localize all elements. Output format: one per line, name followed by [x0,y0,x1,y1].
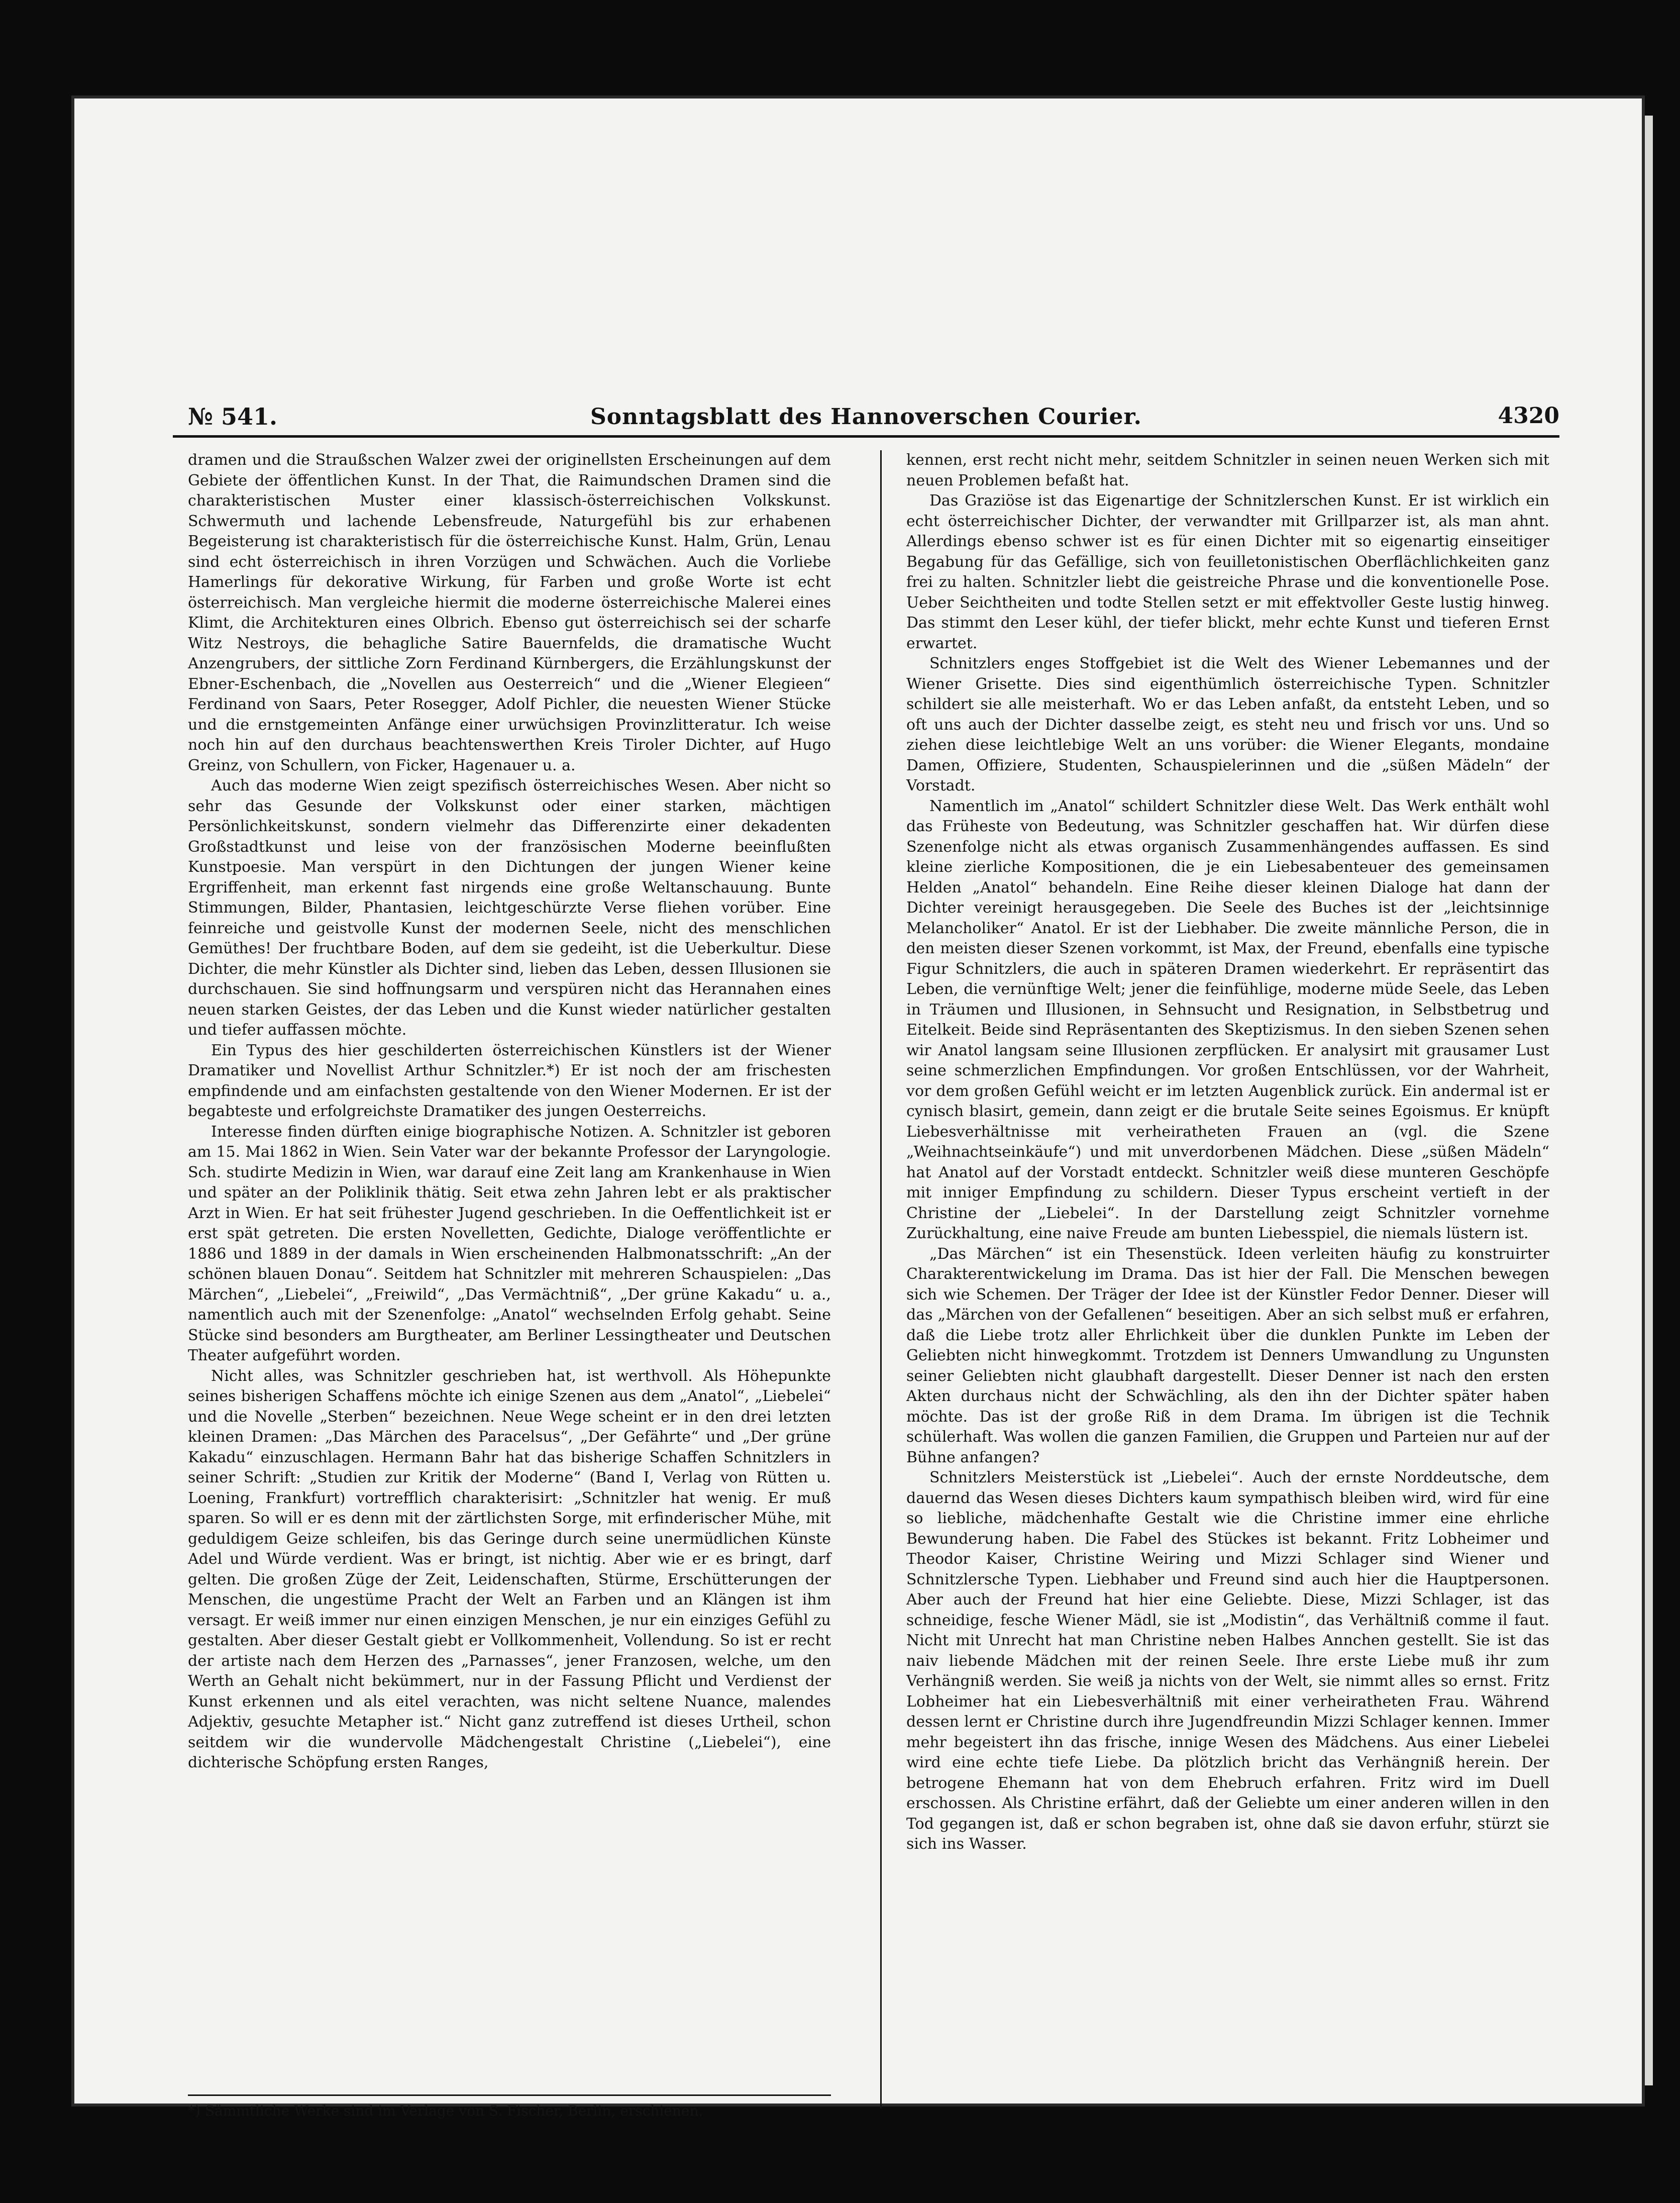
column-divider [880,450,882,2109]
newspaper-sheet [74,98,1642,2119]
paragraph: Auch das moderne Wien zeigt spezifisch österreichisches Wesen. Aber nicht so sehr das Gesunde der Volkskunst oder einer starken, mächtigen Persönlichkeitskunst, sondern vielmehr das Differenzirte einer dekadenten Großstadtkunst und leise von der französischen Moderne beeinflußten Kunstpoesie. Man verspürt in den Dichtungen der jungen Wiener keine Ergriffenheit, man erkennt fast nirgends eine große Weltanschauung. Bunte Stimmungen, Bilder, Phantasien, leichtgeschürzte Verse fliehen vorüber. Eine feinreiche und geistvolle Kunst der modernen Seele, nicht des menschlichen Gemüthes! Der fruchtbare Boden, auf dem sie gedeiht, ist die Ueberkultur. Diese Dichter, die mehr Künstler als Dichter sind, lieben das Leben, dessen Illusionen sie durchschauen. Sie sind hoffnungsarm und verspüren nicht das Herannahen eines neuen starken Geistes, der das Leben und die Kunst wieder natürlicher gestalten und tiefer auffassen möchte. [188,777,831,1039]
newspaper-page [173,400,1559,2144]
paragraph: Schnitzlers Meisterstück ist „Liebelei“. Auch der ernste Norddeutsche, dem dauernd das Wesen dieses Dichters kaum sympathisch bleiben wird, wird für eine so liebliche, mädchenhafte Gestalt wie die Christine immer eine ehrliche Bewunderung haben. Die Fabel des Stückes ist bekannt. Fritz Lobheimer und Theodor Kaiser, Christine Weiring und Mizzi Schlager sind Wiener und Schnitzlersche Typen. Liebhaber und Freund sind auch hier die Hauptpersonen. Aber auch der Freund hat hier eine Geliebte. Diese, Mizzi Schlager, ist das schneidige, fesche Wiener Mädl, sie ist „Modistin“, das Verhältniß comme il faut. Nicht mit Unrecht hat man Christine neben Halbes Annchen gestellt. Sie ist das naiv liebende Mädchen mit der reinen Seele. Ihre erste Liebe muß ihr zum Verhängniß werden. Sie weiß ja nichts von der Welt, sie nimmt alles so ernst. Fritz Lobheimer hat ein Liebesverhältniß mit einer verheiratheten Frau. Während dessen lernt er Christine durch ihre Jugendfreundin Mizzi Schlager kennen. Immer mehr begeistert ihn das frische, innige Wesen des Mädchens. Aus einer Liebelei wird eine echte tiefe Liebe. Da plötzlich bricht das Verhängniß herein. Der betrogene Ehemann hat von dem Ehebruch erfahren. Fritz wird im Duell erschossen. Als Christine erfährt, daß der Geliebte um einer anderen willen in den Tod gegangen ist, daß er schon begraben ist, ohne daß sie davon erfuhr, stürzt sie sich ins Wasser. [906,1469,1549,1853]
left-column [188,450,831,2109]
page-number: 4320 [1498,403,1559,429]
paragraph: Das Graziöse ist das Eigenartige der Schnitzlerschen Kunst. Er ist wirklich ein echt österreichischer Dichter, der verwandter mit Grillparzer ist, als man ahnt. Allerdings ebenso schwer ist es für einen Dichter mit so eigenartig einseitiger Begabung für das Gefällige, sich von feuilletonistischen Oberflächlichkeiten ganz frei zu halten. Schnitzler liebt die geistreiche Phrase und die konventionelle Pose. Ueber Seichtheiten und todte Stellen setzt er mit effektvoller Geste lustig hinweg. Das stimmt den Leser kühl, der tiefer blickt, mehr echte Kunst und tieferen Ernst erwartet. [906,492,1549,652]
paragraph: Interesse finden dürften einige biographische Notizen. A. Schnitzler ist geboren am 15. Mai 1862 in Wien. Sein Vater war der bekannte Professor der Laryngologie. Sch. studirte Medizin in Wien, war darauf eine Zeit lang am Krankenhause in Wien und später an der Poliklinik thätig. Seit etwa zehn Jahren lebt er als praktischer Arzt in Wien. Er hat seit frühester Jugend geschrieben. In die Oeffentlichkeit ist er erst spät getreten. Die ersten Novelletten, Gedichte, Dialoge veröffentlichte er 1886 und 1889 in der damals in Wien erscheinenden Halbmonatsschrift: „An der schönen blauen Donau“. Seitdem hat Schnitzler mit mehreren Schauspielen: „Das Märchen“, „Liebelei“, „Freiwild“, „Das Vermächtniß“, „Der grüne Kakadu“ u. a., namentlich auch mit der Szenenfolge: „Anatol“ wechselnden Erfolg gehabt. Seine Stücke sind besonders am Burgtheater, am Berliner Lessingtheater und Deutschen Theater aufgeführt worden. [188,1123,831,1364]
paragraph: Schnitzlers enges Stoffgebiet ist die Welt des Wiener Lebemannes und der Wiener Grisette. Dies sind eigenthümlich österreichische Typen. Schnitzler schildert sie alle meisterhaft. Wo er das Leben anfaßt, da entsteht Leben, und so oft uns auch der Dichter dasselbe zeigt, es steht neu und frisch vor uns. Und so ziehen diese leichtlebige Welt an uns vorüber: die Wiener Elegants, mondaine Damen, Offiziere, Studenten, Schauspielerinnen und die „süßen Mädeln“ der Vorstadt. [906,655,1549,794]
paragraph: dramen und die Straußschen Walzer zwei der originellsten Erscheinungen auf dem Gebiete der öffentlichen Kunst. In der That, die Raimundschen Dramen sind die charakteristischen Muster einer klassisch-österreichischen Volkskunst. Schwermuth und lachende Lebensfreude, Naturgefühl bis zur erhabenen Begeisterung ist charakteristisch für die österreichische Kunst. Halm, Grün, Lenau sind echt österreichisch in ihren Vorzügen und Schwächen. Auch die Vorliebe Hamerlings für dekorative Wirkung, für Farben und große Worte ist echt österreichisch. Man vergleiche hiermit die moderne österreichische Malerei eines Klimt, die Architekturen eines Olbrich. Ebenso gut österreichisch sei der scharfe Witz Nestroys, die behagliche Satire Bauernfelds, die dramatische Wucht Anzengrubers, der sittliche Zorn Ferdinand Kürnbergers, die Erzählungskunst der Ebner-Eschenbach, die „Novellen aus Oesterreich“ und die „Wiener Elegieen“ Ferdinand von Saars, Peter Rosegger, Adolf Pichler, die neuesten Wiener Stücke und die ernstgemeinten Anfänge einer urwüchsigen Provinzlitteratur. Ich weise noch hin auf den durchaus beachtenswerthen Kreis Tiroler Dichter, auf Hugo Greinz, von Schullern, von Ficker, Hagenauer u. a. [188,451,831,774]
paragraph: Nicht alles, was Schnitzler geschrieben hat, ist werthvoll. Als Höhepunkte seines bisherigen Schaffens möchte ich einige Szenen aus dem „Anatol“, „Liebelei“ und die Novelle „Sterben“ bezeichnen. Neue Wege scheint er in den drei letzten kleinen Dramen: „Das Märchen des Paracelsus“, „Der Gefährte“ und „Der grüne Kakadu“ einzuschlagen. Hermann Bahr hat das bisherige Schaffen Schnitzlers in seiner Schrift: „Studien zur Kritik der Moderne“ (Band I, Verlag von Rütten u. Loening, Frankfurt) vortrefflich charakterisirt: „Schnitzler hat wenig. Er muß sparen. So will er es denn mit der zärtlichsten Sorge, mit erfinderischer Mühe, mit geduldigem Geize schleifen, bis das Geringe durch seine unermüdlichen Künste Adel und Würde verdient. Was er bringt, ist nichtig. Aber wie er es bringt, darf gelten. Die großen Züge der Zeit, Leidenschaften, Stürme, Erschütterungen der Menschen, die ungestüme Pracht der Welt an Farben und an Klängen ist ihm versagt. Er weiß immer nur einen einzigen Menschen, je nur ein einziges Gefühl zu gestalten. Aber dieser Gestalt giebt er Vollkommenheit, Vollendung. So ist er recht der artiste nach dem Herzen des „Parnasses“, jener Franzosen, welche, um den Werth an Gehalt nicht bekümmert, nur in der Fassung Pflicht und Verdienst der Kunst erkennen und als eitel verachten, was nicht seltene Nuance, malendes Adjektiv, gesuchte Metapher ist.“ Nicht ganz zutreffend ist dieses Urtheil, schon seitdem wir die wundervolle Mädchengestalt Christine („Liebelei“), eine dichterische Schöpfung ersten Ranges, [188,1367,831,1771]
page-header [173,400,1559,438]
masthead-title: Sonntagsblatt des Hannoverschen Courier. [590,404,1142,430]
footnote: *) Sämmtliche Werke sind im Verlage von S. Fischer, Berlin, erschienen. [188,2094,831,2120]
paragraph: Namentlich im „Anatol“ schildert Schnitzler diese Welt. Das Werk enthält wohl das Früheste von Bedeutung, was Schnitzler geschaffen hat. Wir dürfen diese Szenenfolge nicht als etwas organisch Zusammenhängendes auffassen. Es sind kleine zierliche Kompositionen, die je ein Liebesabenteuer des gemeinsamen Helden „Anatol“ behandeln. Eine Reihe dieser kleinen Dialoge hat dann der Dichter vereinigt herausgegeben. Die Seele des Buches ist der „leichtsinnige Melancholiker“ Anatol. Er ist der Liebhaber. Die zweite männliche Person, die in den meisten dieser Szenen vorkommt, ist Max, der Freund, ebenfalls eine typische Figur Schnitzlers, die auch in späteren Dramen wiederkehrt. Er repräsentirt das Leben, die vernünftige Welt; jener die feinfühlige, moderne müde Seele, das Leben in Träumen und Illusionen, in Sehnsucht und Resignation, in Selbstbetrug und Eitelkeit. Beide sind Repräsentanten des Skeptizismus. In den sieben Szenen sehen wir Anatol langsam seine Illusionen zerpflücken. Er analysirt mit grausamer Lust seine schmerzlichen Empfindungen. Vor großen Entschlüssen, vor der Wahrheit, vor dem großen Gefühl weicht er im letzten Augenblick zurück. Ein andermal ist er cynisch blasirt, gemein, dann zeigt er die brutale Seite seines Egoismus. Er knüpft Liebesverhältnisse mit verheiratheten Frauen an (vgl. die Szene „Weihnachtseinkäufe“) und mit unverdorbenen Mädchen. Diese „süßen Mädeln“ hat Anatol auf der Vorstadt entdeckt. Schnitzler weiß diese munteren Geschöpfe mit inniger Empfindung zu schildern. Dieser Typus erscheint vertieft in der Christine der „Liebelei“. In der Darstellung zeigt Schnitzler vornehme Zurückhaltung, eine naive Freude am bunten Liebesspiel, die niemals lüstern ist. [906,797,1549,1242]
right-column [906,450,1549,2109]
paragraph: kennen, erst recht nicht mehr, seitdem Schnitzler in seinen neuen Werken sich mit neuen Problemen befaßt hat. [906,451,1549,489]
paragraph: „Das Märchen“ ist ein Thesenstück. Ideen verleiten häufig zu konstruirter Charakterentwickelung im Drama. Das ist hier der Fall. Die Menschen bewegen sich wie Schemen. Der Träger der Idee ist der Künstler Fedor Denner. Dieser will das „Märchen von der Gefallenen“ beseitigen. Aber an sich selbst muß er erfahren, daß die Liebe trotz aller Ehrlichkeit über die dunklen Punkte im Leben der Geliebten nicht hinwegkommt. Trotzdem ist Denners Umwandlung zu Ungunsten seiner Geliebten nicht glaubhaft dargestellt. Dieser Denner ist nach den ersten Akten durchaus nicht der Schwächling, als den ihn der Dichter später haben möchte. Das ist der große Riß in dem Drama. Im übrigen ist die Technik schülerhaft. Was wollen die ganzen Familien, die Gruppen und Parteien nur auf der Bühne anfangen? [906,1245,1549,1466]
issue-number: № 541. [188,403,278,430]
paragraph: Ein Typus des hier geschilderten österreichischen Künstlers ist der Wiener Dramatiker und Novellist Arthur Schnitzler.*) Er ist noch der am frischesten empfindende und am einfachsten gestaltende von den Wiener Modernen. Er ist der begabteste und erfolgreichste Dramatiker des jungen Oesterreichs. [188,1041,831,1120]
